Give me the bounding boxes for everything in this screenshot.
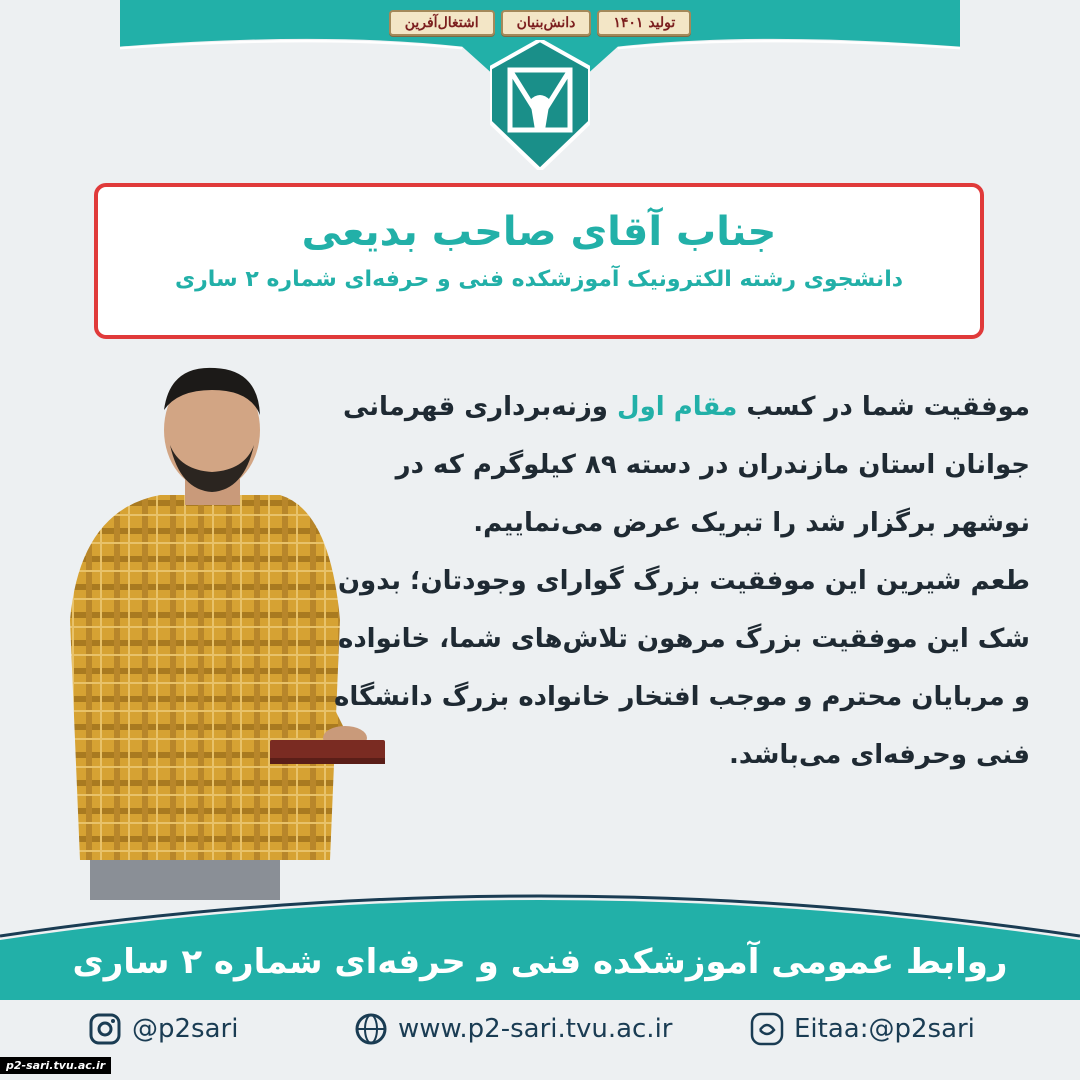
slogan-employment: اشتغال‌آفرین bbox=[389, 10, 495, 36]
website-link[interactable] bbox=[354, 1012, 673, 1046]
instagram-link[interactable] bbox=[88, 1012, 238, 1046]
globe-icon bbox=[354, 1012, 388, 1046]
eitaa-icon bbox=[750, 1012, 784, 1046]
body-highlight: مقام اول bbox=[617, 392, 738, 422]
eitaa-handle: Eitaa:@p2sari bbox=[794, 1014, 975, 1044]
slogan-bar bbox=[0, 10, 1080, 36]
congratulation-text bbox=[330, 378, 1030, 784]
instagram-handle: @p2sari bbox=[132, 1014, 239, 1044]
body-part-2: وزنه‌برداری قهرمانی جوانان استان مازندران در دسته ۸۹ کیلوگرم که در نوشهر برگزار شد را تبریک عرض می‌نماییم. bbox=[342, 392, 1030, 538]
slogan-production: تولید ۱۴۰۱ bbox=[597, 10, 691, 36]
recipient-subtitle: دانشجوی رشته الکترونیک آموزشکده فنی و حرفه‌ای شماره ۲ ساری bbox=[174, 267, 904, 292]
footer-title: روابط عمومی آموزشکده فنی و حرفه‌ای شماره ۲ ساری bbox=[72, 942, 1008, 982]
title-card bbox=[94, 183, 984, 339]
university-logo-icon bbox=[490, 40, 590, 170]
recipient-name: جناب آقای صاحب بدیعی bbox=[301, 209, 777, 255]
body-part-3: طعم شیرین این موفقیت بزرگ گوارای وجودتان؛ بدون شک این موفقیت بزرگ مرهون تلاش‌های شما، خانواده و مربایان محترم و موجب افتخار خانواده بزرگ دانشگاه فنی وحرفه‌ای می‌باشد. bbox=[333, 566, 1030, 770]
body-part-1: موفقیت شما در کسب bbox=[737, 392, 1030, 422]
slogan-knowledge: دانش‌بنیان bbox=[501, 10, 592, 36]
website-url: www.p2-sari.tvu.ac.ir bbox=[398, 1014, 673, 1044]
eitaa-link[interactable] bbox=[750, 1012, 975, 1046]
footer-contacts bbox=[0, 1012, 1080, 1062]
instagram-icon bbox=[88, 1012, 122, 1046]
watermark: p2-sari.tvu.ac.ir bbox=[0, 1057, 111, 1074]
